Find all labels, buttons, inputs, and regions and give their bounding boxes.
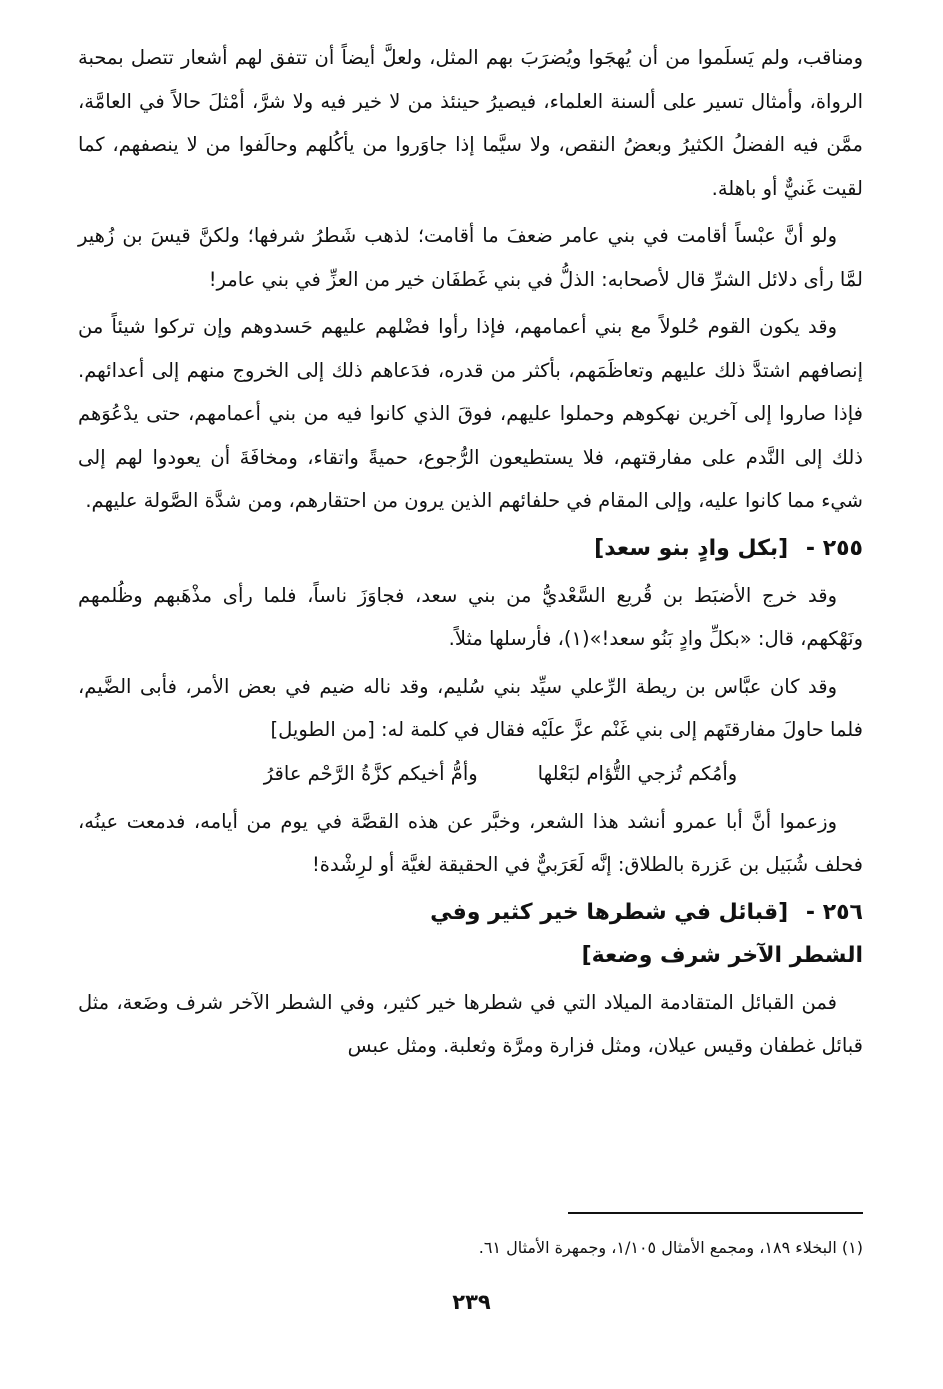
footnote: (١) البخلاء ١٨٩، ومجمع الأمثال ١/١٠٥، وجمهرة الأمثال ٦١. <box>478 1238 863 1257</box>
page-number: ٢٣٩ <box>452 1290 491 1314</box>
paragraph-abs: ولو أنَّ عبْساً أقامت في بني عامر ضعفَ ما أقامت؛ لذهب شَطرُ شرفها؛ ولكنَّ قيسَ بن زُهير لمَّا رأى دلائل الشرِّ قال لأصحابه: الذلُّ في بني غَطفَان خير من العزِّ في بني عامر! <box>78 224 863 291</box>
section-number-255: ٢٥٥ - <box>805 535 863 561</box>
paragraph-abbas: وقد كان عبَّاس بن ريطة الرِّعلي سيِّد بني سُليم، وقد ناله ضيم في بعض الأمر، فأبى الضَّيم، فلما حاولَ مفارقتَهم إلى بني غَنْم عزَّ علَيْه فقال في كلمة له: [من الطويل] <box>78 674 863 741</box>
paragraph-opening: ومناقب، ولم يَسلَموا من أن يُهجَوا ويُضرَبَ بهم المثل، ولعلَّ أيضاً أن تتفق لهم أشعار تتصل بمحبة الرواة، وأمثال تسير على ألسنة العلماء، فيصيرُ حينئذ من لا خير فيه ولا شرَّ، أمْثلَ حالاً في العامَّة، ممَّن فيه الفضلُ الكثيرُ وبعضُ النقص، ولا سيَّما إذا جاوَروا من يأكُلهم وحالَفوا من لا ينصفهم، كما لقيت غَنيٌّ أو باهلة. <box>78 46 863 200</box>
section-heading-255 <box>78 527 863 570</box>
section-number-256: ٢٥٦ - <box>805 899 863 925</box>
verse-second-hemistich: وأمُّ أخيكم كزَّةُ الرَّحْم عاقرُ <box>263 761 478 785</box>
footnote-separator <box>568 1212 863 1214</box>
paragraph-abu-amr: وزعموا أنَّ أبا عمرو أنشد هذا الشعر، وخبَّر عن هذه القصَّة في يوم من أيامه، فدمعت عينُه، فحلف شُبَيل بن عَزرة بالطلاق: إنَّه لَعَرَبيٌّ في الحقيقة لغيَّة أو لرِشْدة! <box>78 809 863 876</box>
paragraph-tribes: فمن القبائل المتقادمة الميلاد التي في شطرها خير كثير، وفي الشطر الآخر شرف وضَعة، مثل قبائل غطفان وقيس عيلان، ومثل فزارة ومرَّة وثعلبة. ومثل عبس <box>78 990 863 1057</box>
verse-first-hemistich: وأمُكم تُزجي التُّؤام لبَعْلها <box>537 761 738 785</box>
section-title-255: [بكل وادٍ بنو سعد] <box>594 535 789 561</box>
section-title-256-line2: الشطر الآخر شرف وضعة] <box>581 942 863 968</box>
paragraph-kinship: وقد يكون القوم حُلولاً مع بني أعمامهم، فإذا رأوا فضْلهم عليهم حَسدوهم وإن تركوا شيئاً من إنصافهم اشتدَّ ذلك عليهم وتعاظَمَهم، بأكثر من قدره، فدَعاهم ذلك إلى الخروج منهم إلى أعدائهم. فإذا صاروا إلى آخرين نهكوهم وحملوا عليهم، فوقَ الذي كانوا فيه من بني أعمامهم، حتى يدْعُوَهم ذلك إلى النَّدم على مفارقتهم، فلا يستطيعون الرُّجوع، حميةً واتقاء، ومخافَةَ أن يعودوا لهم إلى شيء مما كانوا عليه، وإلى المقام في حلفائهم الذين يرون من احتقارهم، ومن شدَّة الصَّولة عليهم. <box>78 315 863 512</box>
paragraph-adbat: وقد خرج الأضبَط بن قُريع السَّعْديُّ من بني سعد، فجاوَزَ ناساً، فلما رأى مذْهَبهم وظُلمهم ونَهْكهم، قال: «بكلِّ وادٍ بَنُو سعد!»(١)، فأرسلها مثلاً. <box>78 583 863 650</box>
section-heading-256 <box>78 891 863 977</box>
page-body <box>78 36 863 1072</box>
section-title-256-line1: [قبائل في شطرها خير كثير وفي <box>430 899 789 925</box>
poem-verse <box>78 754 863 794</box>
